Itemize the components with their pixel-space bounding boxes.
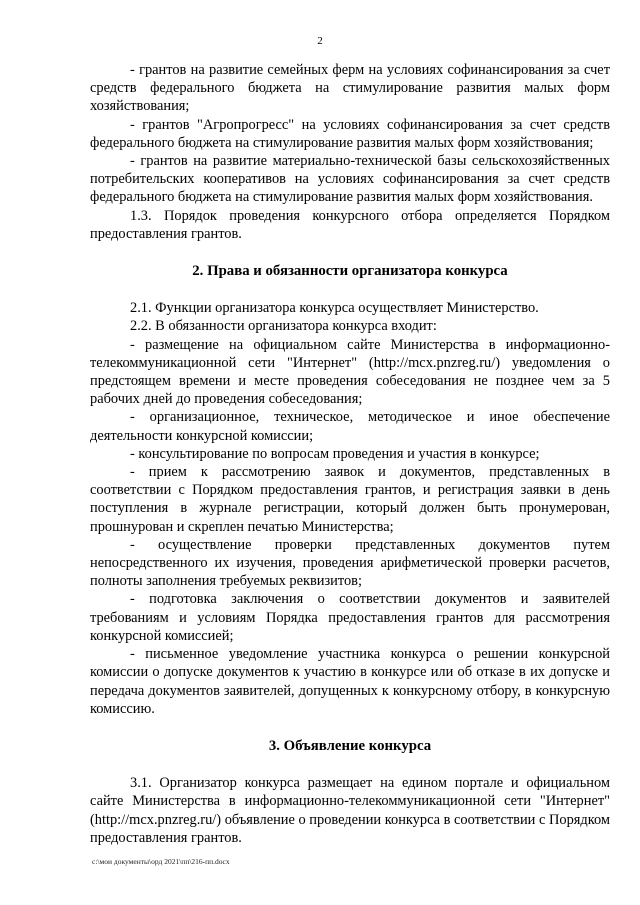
paragraph: 2.2. В обязанности организатора конкурса входит: <box>130 318 437 335</box>
list-item: - грантов "Агропрогресс" на условиях софинансирования за счет средств федерального бюджета на стимулирование развития малых форм хозяйствования; <box>90 116 610 151</box>
document-body <box>90 61 610 847</box>
list-item: - размещение на официальном сайте Министерства в информационно-телекоммуникационной сети "Интернет" (http://mcx.pnzreg.ru/) уведомления о предстоящем времени и месте проведения собеседования не позднее чем за 5 рабочих дней до проведения собеседования; <box>90 336 610 408</box>
section-heading: 2. Права и обязанности организатора конкурса <box>192 263 508 280</box>
paragraph: 1.3. Порядок проведения конкурсного отбора определяется Порядком предоставления грантов. <box>90 207 610 242</box>
section-heading: 3. Объявление конкурса <box>268 737 432 754</box>
list-item: - подготовка заключения о соответствии документов и заявителей требованиям и условиям Порядка предоставления грантов для рассмотрения конкурсной комиссией; <box>90 591 610 644</box>
list-item: - организационное, техническое, методическое и иное обеспечение деятельности конкурсной комиссии; <box>90 409 610 444</box>
file-path-footer: c:\мои документы\орд 2021\пп\216-пп.docx <box>92 857 230 866</box>
page-number: 2 <box>317 35 323 47</box>
list-item: - грантов на развитие материально-технической базы сельскохозяйственных потребительских кооперативов на условиях софинансирования за счет средств федерального бюджета на стимулирование развития малых форм хозяйствования. <box>90 153 610 206</box>
list-item: - грантов на развитие семейных ферм на условиях софинансирования за счет средств федерального бюджета на стимулирование развития малых форм хозяйствования; <box>90 62 610 115</box>
list-item: - письменное уведомление участника конкурса о решении конкурсной комиссии о допуске документов к участию в конкурсе или об отказе в их допуске и передача документов заявителей, допущенных к конкурсному отбору, в конкурсную комиссию. <box>90 646 610 717</box>
paragraph: 2.1. Функции организатора конкурса осуществляет Министерство. <box>130 300 539 317</box>
list-item: - осуществление проверки представленных документов путем непосредственного их изучения, проведения арифметической проверки расчетов, полноты заполнения требуемых реквизитов; <box>90 536 610 590</box>
paragraph: 3.1. Организатор конкурса размещает на едином портале и официальном сайте Министерства в информационно-телекоммуникационной сети "Интернет" (http://mcx.pnzreg.ru/) объявление о проведении конкурса в соответствии с Порядком предоставления грантов. <box>90 775 610 846</box>
list-item: - прием к рассмотрению заявок и документов, представленных в соответствии с Порядком предоставления грантов, и регистрация заявки в день поступления в журнале регистрации, который должен быть пронумерован, прошнурован и скреплен печатью Министерства; <box>90 464 610 535</box>
list-item: - консультирование по вопросам проведения и участия в конкурсе; <box>130 445 540 462</box>
